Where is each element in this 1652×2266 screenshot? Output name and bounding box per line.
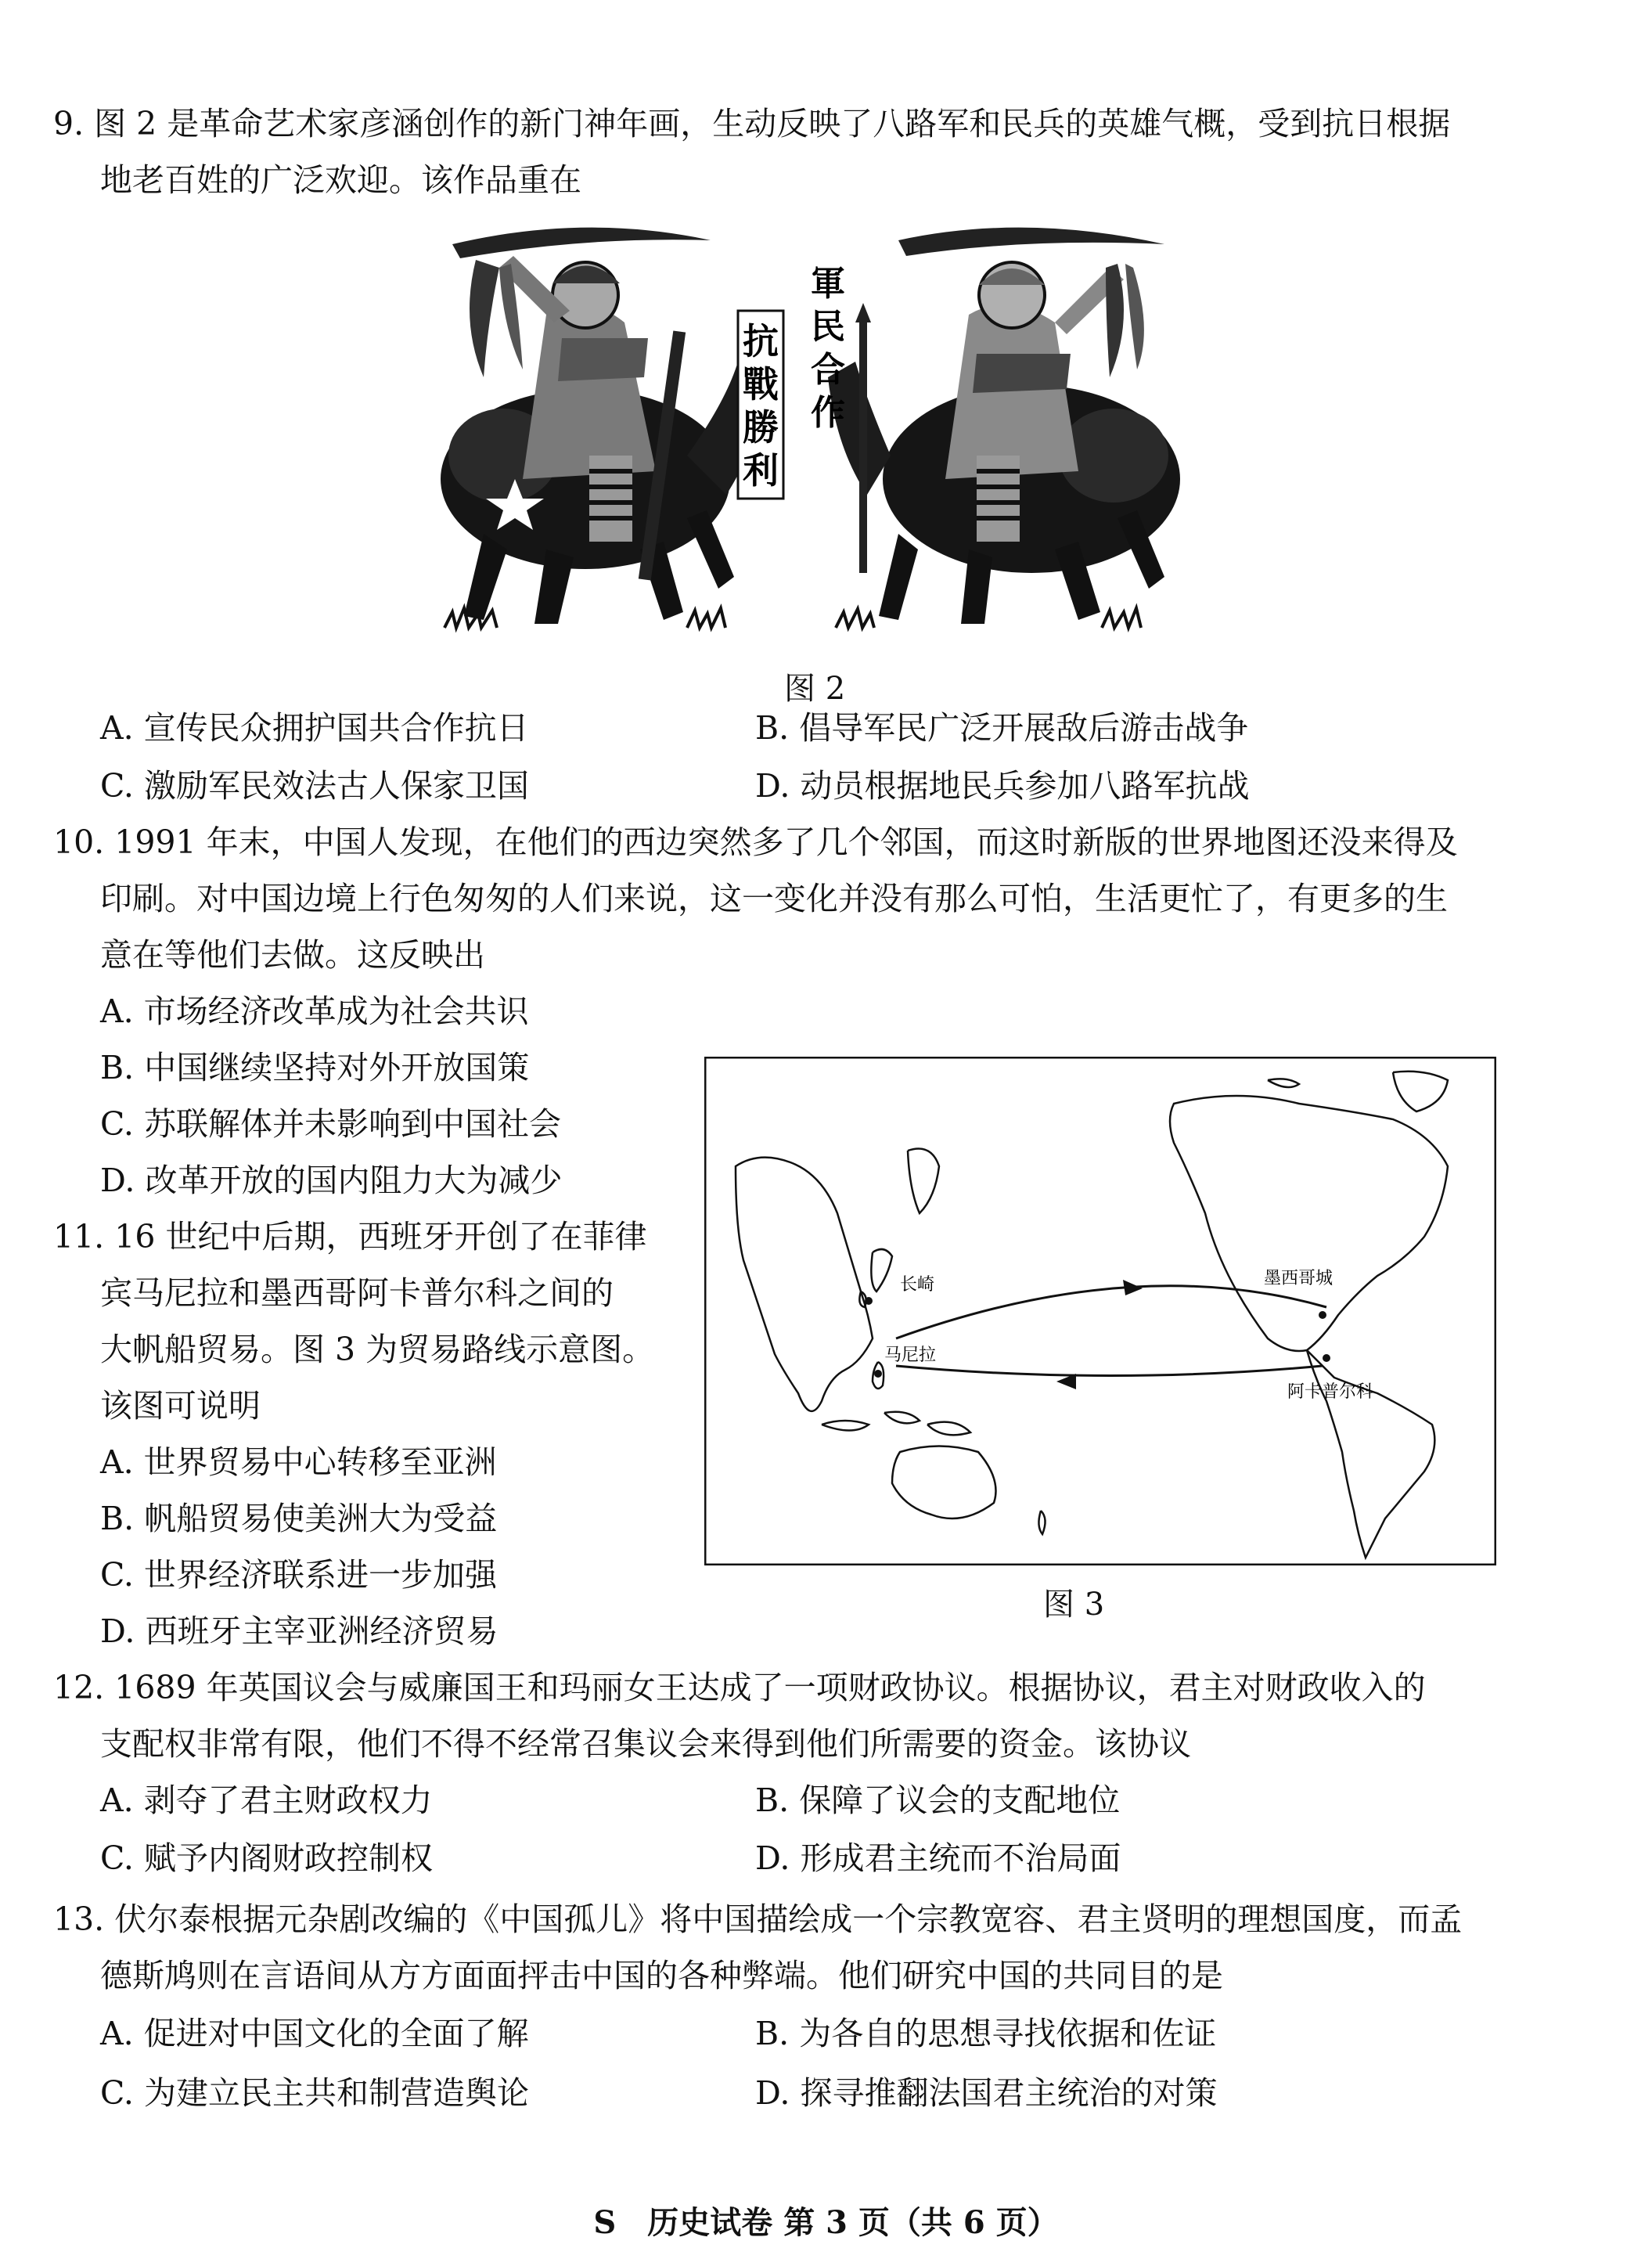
label-manila: 马尼拉 [884, 1346, 937, 1365]
slogan2-char-1: 軍 [811, 264, 845, 304]
q9-option-c: C. 激励军民效法古人保家卫国 [100, 767, 529, 805]
q10-stem-line1: 10. 1991 年末，中国人发现，在他们的西边突然多了几个邻国，而这时新版的世界地图还没来得及 [53, 823, 1458, 861]
figure-2-caption: 图 2 [784, 671, 846, 707]
q12-stem-line2: 支配权非常有限，他们不得不经常召集议会来得到他们所需要的资金。该协议 [100, 1725, 1191, 1763]
q11-stem-line1: 11. 16 世纪中后期，西班牙开创了在菲律 [53, 1218, 647, 1255]
right-print-slogan [811, 264, 845, 433]
q12-option-b: B. 保障了议会的支配地位 [755, 1781, 1121, 1819]
figure-3-caption: 图 3 [1043, 1587, 1105, 1623]
slogan-char-4: 利 [743, 449, 779, 492]
q10-option-d: D. 改革开放的国内阻力大为减少 [100, 1162, 563, 1199]
q11-option-a: A. 世界贸易中心转移至亚洲 [100, 1443, 497, 1481]
slogan2-char-2: 民 [811, 307, 845, 347]
q12-option-d: D. 形成君主统而不治局面 [755, 1839, 1121, 1877]
q11-stem-line2: 宾马尼拉和墨西哥阿卡普尔科之间的 [100, 1274, 614, 1312]
q12-option-a: A. 剥夺了君主财政权力 [100, 1781, 433, 1819]
q10-option-b: B. 中国继续坚持对外开放国策 [100, 1049, 530, 1086]
nagasaki-marker [865, 1297, 873, 1305]
label-nagasaki: 长崎 [900, 1275, 935, 1295]
q12-stem-line1: 12. 1689 年英国议会与威廉国王和玛丽女王达成了一项财政协议。根据协议，君主对财政收入的 [53, 1669, 1426, 1706]
q11-option-d: D. 西班牙主宰亚洲经济贸易 [100, 1612, 498, 1650]
q13-option-c: C. 为建立民主共和制营造舆论 [100, 2074, 529, 2112]
q13-stem-line1: 13. 伏尔泰根据元杂剧改编的《中国孤儿》将中国描绘成一个宗教宽容、君主贤明的理想国度，而孟 [53, 1900, 1463, 1938]
q13-option-a: A. 促进对中国文化的全面了解 [100, 2015, 529, 2052]
page-footer: S 历史试卷 第 3 页（共 6 页） [593, 2204, 1059, 2241]
slogan-char-1: 抗 [743, 320, 779, 362]
left-print-warrior [441, 228, 765, 628]
slogan2-char-4: 作 [811, 393, 845, 433]
q13-stem-line2: 德斯鸠则在言语间从方方面面抨击中国的各种弊端。他们研究中国的共同目的是 [100, 1957, 1223, 1994]
figure-3-trade-route-map [704, 1057, 1496, 1565]
q13-option-b: B. 为各自的思想寻找依据和佐证 [755, 2015, 1217, 2052]
q10-option-c: C. 苏联解体并未影响到中国社会 [100, 1105, 561, 1143]
q10-stem-line2: 印刷。对中国边境上行色匆匆的人们来说，这一变化并没有那么可怕，生活更忙了，有更多的生 [100, 880, 1448, 917]
mexico-city-marker [1319, 1311, 1326, 1319]
acapulco-marker [1323, 1354, 1330, 1362]
slogan2-char-3: 合 [811, 350, 845, 390]
right-print-militiaman [828, 228, 1180, 628]
q9-stem-line2: 地老百姓的广泛欢迎。该作品重在 [100, 161, 581, 199]
map-frame [705, 1057, 1495, 1565]
q10-stem-line3: 意在等他们去做。这反映出 [100, 936, 485, 974]
q11-stem-line3: 大帆船贸易。图 3 为贸易路线示意图。 [100, 1331, 655, 1368]
q11-option-c: C. 世界经济联系进一步加强 [100, 1556, 497, 1594]
manila-marker [874, 1370, 882, 1378]
slogan-char-3: 勝 [743, 406, 779, 449]
label-acapulco: 阿卡普尔科 [1287, 1382, 1374, 1402]
q10-option-a: A. 市场经济改革成为社会共识 [100, 993, 529, 1030]
q13-option-d: D. 探寻推翻法国君主统治的对策 [755, 2074, 1218, 2112]
figure-2-door-god-prints [429, 221, 1186, 643]
q9-option-d: D. 动员根据地民兵参加八路军抗战 [755, 767, 1250, 805]
q9-option-b: B. 倡导军民广泛开展敌后游击战争 [755, 709, 1249, 747]
q11-stem-line4: 该图可说明 [100, 1387, 261, 1425]
slogan-char-2: 戰 [743, 363, 779, 405]
q12-option-c: C. 赋予内阁财政控制权 [100, 1839, 433, 1877]
q11-option-b: B. 帆船贸易使美洲大为受益 [100, 1500, 498, 1537]
q9-option-a: A. 宣传民众拥护国共合作抗日 [100, 709, 529, 747]
left-print-slogan [738, 311, 783, 499]
q9-stem-line1: 9. 图 2 是革命艺术家彦涵创作的新门神年画，生动反映了八路军和民兵的英雄气概，受到抗日根据 [53, 105, 1451, 142]
label-mexico-city: 墨西哥城 [1264, 1269, 1333, 1288]
